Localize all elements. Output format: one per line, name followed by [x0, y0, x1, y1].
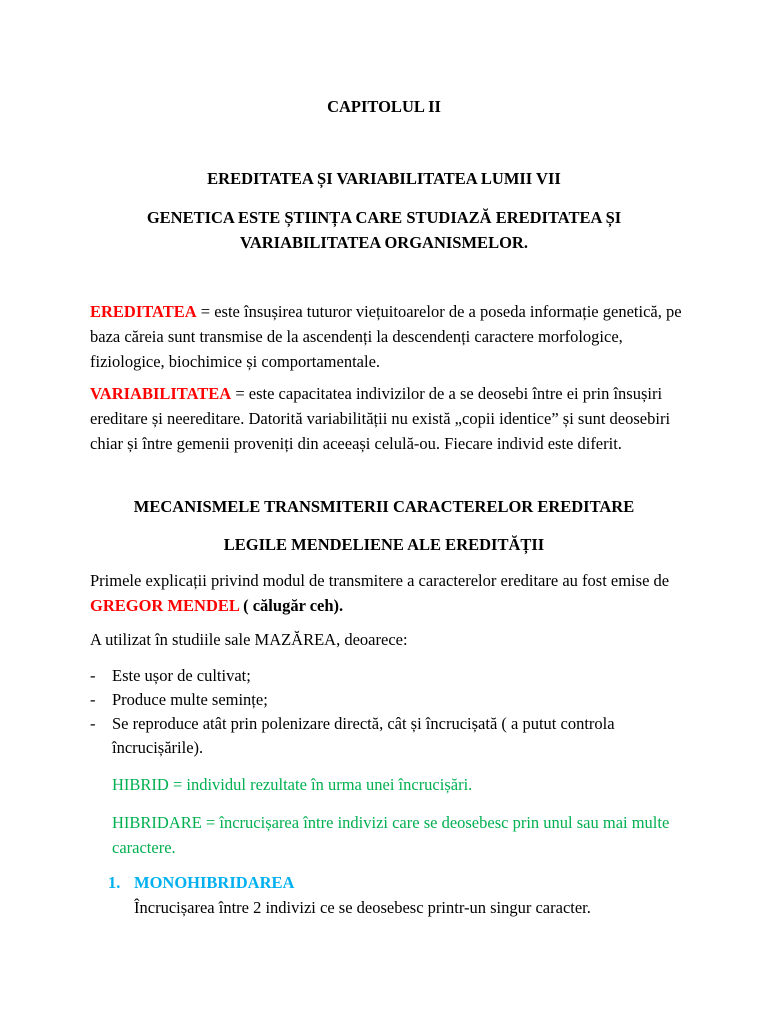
mendel-name: GREGOR MENDEL — [90, 596, 239, 615]
section-heading — [108, 870, 708, 895]
ereditatea-paragraph — [90, 299, 685, 374]
subtitle-line-2: VARIABILITATEA ORGANISMELOR. — [240, 233, 528, 252]
heading-legile: LEGILE MENDELIENE ALE EREDITĂȚII — [223, 535, 545, 554]
mendel-text-before: Primele explicații privind modul de transmitere a caracterelor ereditare au fost emise de — [90, 571, 670, 590]
dash-bullet: - — [90, 714, 96, 733]
section-title: MONOHIBRIDAREA — [134, 873, 295, 892]
variabilitatea-term: VARIABILITATEA — [90, 384, 232, 403]
hibrid-definition: HIBRID = individul rezultate în urma unei încrucișări. — [112, 775, 473, 794]
subtitle-line-1: GENETICA ESTE ȘTIINȚA CARE STUDIAZĂ EREDITATEA ȘI — [146, 208, 622, 227]
heading-mecanisme: MECANISMELE TRANSMITERII CARACTERELOR EREDITARE — [133, 497, 635, 516]
chapter-title: EREDITATEA ȘI VARIABILITATEA LUMII VII — [207, 169, 561, 188]
section-monohibridarea — [108, 870, 708, 920]
hibridare-definition: HIBRIDARE = încrucișarea între indivizi care se deosebesc prin unul sau mai multe caractere. — [112, 813, 670, 857]
chapter-heading: CAPITOLUL II — [327, 97, 441, 116]
ereditatea-definition: = este însușirea tuturor viețuitoarelor de a poseda informație genetică, pe baza căreia sunt transmise de la ascendenți la descendenți caractere morfologice, fiziologice, biochimice și comportamentale. — [90, 302, 682, 371]
mendel-paragraph — [90, 568, 685, 618]
mazarea-intro: A utilizat în studiile sale MAZĂREA, deoarece: — [90, 630, 408, 649]
reasons-list — [90, 664, 690, 760]
section-description: Încrucișarea între 2 indivizi ce se deosebesc printr-un singur caracter. — [134, 898, 591, 917]
list-item: - Produce multe semințe; — [90, 688, 690, 712]
variabilitatea-definition: = este capacitatea indivizilor de a se deosebi între ei prin însușiri ereditare și neereditare. Datorită variabilității nu există „copii identice” și sunt deosebiri chiar și între gemenii proveniți din aceeași celulă-ou. Fiecare individ este diferit. — [90, 384, 671, 453]
ereditatea-term: EREDITATEA — [90, 302, 197, 321]
variabilitatea-paragraph — [90, 381, 685, 456]
mendel-text-after: ( călugăr ceh). — [238, 596, 344, 615]
list-item: - Este ușor de cultivat; — [90, 664, 690, 688]
dash-bullet: - — [90, 666, 96, 685]
dash-bullet: - — [90, 690, 96, 709]
list-item: - Se reproduce atât prin polenizare directă, cât și încrucișată ( a putut controla încrucișările). — [90, 714, 615, 757]
section-number: 1. — [108, 873, 121, 892]
